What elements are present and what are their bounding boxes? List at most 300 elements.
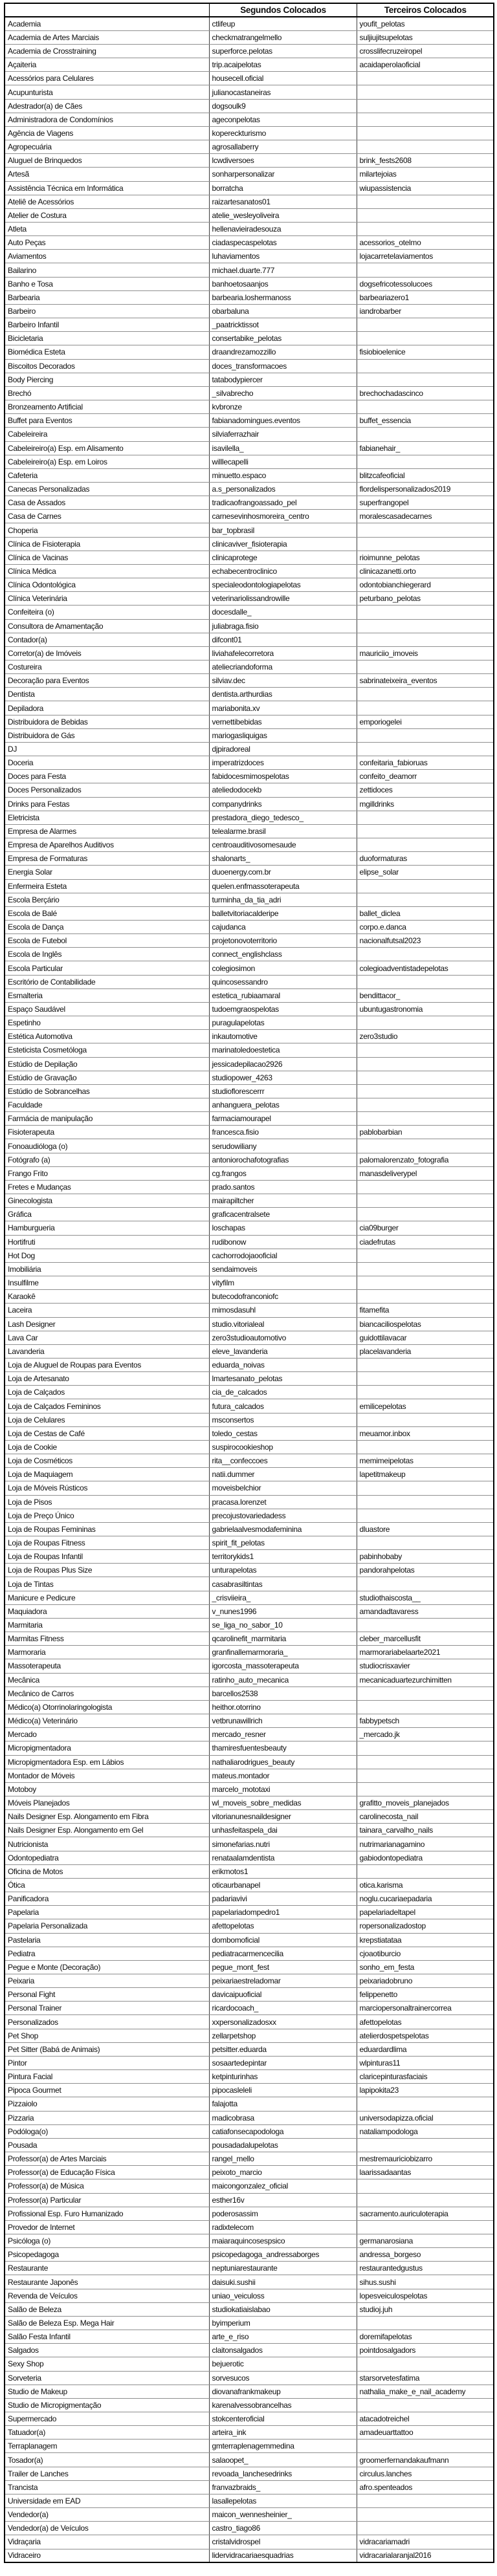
second-place-cell: petsitter.eduarda — [209, 2042, 357, 2056]
table-row — [5, 1317, 494, 1331]
third-place-cell — [357, 126, 494, 140]
third-place-cell — [357, 1864, 494, 1878]
table-row — [5, 1440, 494, 1454]
second-place-cell: mercado_resner — [209, 1728, 357, 1741]
category-cell: Aluguel de Brinquedos — [5, 154, 209, 168]
table-row — [5, 1399, 494, 1413]
table-row — [5, 2152, 494, 2166]
category-cell: Clínica Médica — [5, 564, 209, 578]
table-row — [5, 1372, 494, 1386]
second-place-cell: sonharpersonalizar — [209, 168, 357, 181]
second-place-cell: suspirocookieshop — [209, 1440, 357, 1454]
category-cell: Decoração para Eventos — [5, 674, 209, 688]
third-place-cell — [357, 1098, 494, 1112]
table-row — [5, 2535, 494, 2549]
category-cell: Assistência Técnica em Informática — [5, 181, 209, 195]
category-cell: Loja de Cosméticos — [5, 1454, 209, 1468]
category-cell: Espetinho — [5, 1016, 209, 1030]
third-place-cell: lojacarretelaviamentos — [357, 250, 494, 263]
third-place-cell — [357, 1741, 494, 1755]
second-place-cell: draandrezamozzillo — [209, 345, 357, 359]
third-place-cell: pabinhobaby — [357, 1550, 494, 1564]
category-cell: Mecânica — [5, 1673, 209, 1686]
third-place-cell: mecanicaduartezurchimitten — [357, 1673, 494, 1686]
third-place-cell: wiupassistencia — [357, 181, 494, 195]
category-cell: Dentista — [5, 688, 209, 701]
category-cell: Artesã — [5, 168, 209, 181]
category-cell: Loja de Tintas — [5, 1577, 209, 1591]
table-row — [5, 1960, 494, 1974]
third-place-cell: placelavanderia — [357, 1344, 494, 1358]
table-row — [5, 140, 494, 154]
table-row — [5, 1358, 494, 1371]
table-row — [5, 1892, 494, 1906]
category-cell: Loja de Móveis Rústicos — [5, 1481, 209, 1495]
category-cell: Profissional Esp. Furo Humanizado — [5, 2207, 209, 2220]
third-place-cell: doremifapelotas — [357, 2330, 494, 2344]
category-cell: Marmitas Fitness — [5, 1632, 209, 1646]
third-place-cell: pointdosalgadors — [357, 2344, 494, 2357]
table-row — [5, 1386, 494, 1399]
third-place-cell: corpo.e.danca — [357, 920, 494, 933]
second-place-cell: fabianadomingues.eventos — [209, 414, 357, 428]
second-place-cell: studio.vitorialeal — [209, 1317, 357, 1331]
table-row — [5, 414, 494, 428]
second-place-cell: shalonarts_ — [209, 852, 357, 866]
category-cell: Psicopedagoga — [5, 2248, 209, 2262]
second-place-cell: rangel_mello — [209, 2152, 357, 2166]
second-place-cell: clinicaprotege — [209, 551, 357, 564]
category-cell: Cafeteria — [5, 468, 209, 482]
category-cell: Esteticista Cosmetóloga — [5, 1043, 209, 1057]
second-place-cell: _crisviieira_ — [209, 1591, 357, 1604]
second-place-cell: mairapiltcher — [209, 1194, 357, 1208]
category-cell: Aviamentos — [5, 250, 209, 263]
category-cell: Laceira — [5, 1304, 209, 1317]
second-place-cell: granfinallemarmoraria_ — [209, 1646, 357, 1659]
second-place-cell: quincosessandro — [209, 975, 357, 988]
second-place-cell: ketpinturinhas — [209, 2070, 357, 2084]
second-place-cell: cia_de_calcados — [209, 1386, 357, 1399]
table-row — [5, 1618, 494, 1632]
table-row — [5, 2084, 494, 2097]
table-row — [5, 838, 494, 852]
second-place-cell: igorcosta_massoterapeuta — [209, 1659, 357, 1673]
third-place-cell — [357, 72, 494, 85]
second-place-cell: loschapas — [209, 1221, 357, 1235]
category-cell: Médico(a) Veterinário — [5, 1714, 209, 1728]
third-place-cell: biancaciliospelotas — [357, 1317, 494, 1331]
third-place-cell — [357, 1372, 494, 1386]
second-place-cell: duoenergy.com.br — [209, 866, 357, 879]
second-place-cell: eleve_lavanderia — [209, 1344, 357, 1358]
third-place-cell — [357, 140, 494, 154]
table-row — [5, 2330, 494, 2344]
second-place-cell: lasallepelotas — [209, 2494, 357, 2507]
third-place-cell — [357, 701, 494, 715]
category-cell: Casa de Carnes — [5, 510, 209, 523]
table-row — [5, 2234, 494, 2247]
second-place-cell: agrosallaberry — [209, 140, 357, 154]
table-row — [5, 250, 494, 263]
table-row — [5, 195, 494, 208]
third-place-cell: laarissadaantas — [357, 2166, 494, 2179]
table-row — [5, 1454, 494, 1468]
table-row — [5, 1851, 494, 1864]
third-place-cell: cjoaotiburcio — [357, 1947, 494, 1960]
table-row — [5, 496, 494, 510]
third-place-cell: nacionalfutsal2023 — [357, 934, 494, 948]
table-row — [5, 1919, 494, 1933]
category-cell: Biomédica Esteta — [5, 345, 209, 359]
category-cell: Imobiliária — [5, 1262, 209, 1276]
table-row — [5, 619, 494, 633]
third-place-cell: mgilldrinks — [357, 797, 494, 811]
category-cell: Micropigmentadora — [5, 1741, 209, 1755]
third-place-cell: moralescasadecarnes — [357, 510, 494, 523]
table-row — [5, 2440, 494, 2453]
second-place-cell: padariavivi — [209, 1892, 357, 1906]
second-place-cell: renataalamdentista — [209, 1851, 357, 1864]
table-row — [5, 1290, 494, 1304]
second-place-cell: farmaciamourapel — [209, 1112, 357, 1126]
third-place-cell — [357, 1194, 494, 1208]
second-place-cell: prado.santos — [209, 1180, 357, 1194]
second-place-cell: juliabraga.fisio — [209, 619, 357, 633]
third-place-cell — [357, 318, 494, 332]
table-row — [5, 2453, 494, 2467]
third-place-cell: fabianehair_ — [357, 441, 494, 455]
second-place-cell: isavilella_ — [209, 441, 357, 455]
second-place-cell: rudibonow — [209, 1235, 357, 1249]
table-row — [5, 866, 494, 879]
second-place-cell: turminha_da_tia_adri — [209, 893, 357, 906]
second-place-cell: erikmotos1 — [209, 1864, 357, 1878]
second-place-cell: kvbronze — [209, 400, 357, 414]
category-cell: Doceria — [5, 756, 209, 770]
table-row — [5, 1426, 494, 1440]
table-row — [5, 1741, 494, 1755]
second-place-cell: studiopower_4263 — [209, 1071, 357, 1084]
second-place-cell: ageconpelotas — [209, 113, 357, 126]
second-place-cell: julianocastaneiras — [209, 85, 357, 99]
second-place-cell: papelariadompedro1 — [209, 1906, 357, 1919]
third-place-cell: ballet_diclea — [357, 906, 494, 920]
third-place-cell — [357, 263, 494, 277]
second-place-cell: stokcenteroficial — [209, 2412, 357, 2426]
table-row — [5, 1016, 494, 1030]
second-place-cell: docesdalle_ — [209, 606, 357, 619]
second-place-cell: dentista.arthurdias — [209, 688, 357, 701]
category-cell: Pipoca Gourmet — [5, 2084, 209, 2097]
second-place-cell: barbearia.loshermanoss — [209, 290, 357, 304]
third-place-cell — [357, 948, 494, 961]
third-place-cell — [357, 1262, 494, 1276]
second-place-cell: maicongonzalez_oficial — [209, 2179, 357, 2193]
category-cell: Vendedor(a) — [5, 2508, 209, 2522]
second-place-cell: _paatricktissot — [209, 318, 357, 332]
category-cell: Trailer de Lanches — [5, 2467, 209, 2480]
table-row — [5, 1413, 494, 1426]
second-place-cell: colegiosimon — [209, 961, 357, 975]
category-cell: Biscoitos Decorados — [5, 359, 209, 373]
third-place-cell — [357, 1276, 494, 1290]
third-place-cell: atelierdospetspelotas — [357, 2029, 494, 2042]
category-cell: Papelaria Personalizada — [5, 1919, 209, 1933]
table-row — [5, 1057, 494, 1071]
table-row — [5, 1700, 494, 1714]
table-row — [5, 742, 494, 756]
second-place-cell: eduarda_noivas — [209, 1358, 357, 1371]
third-place-cell: acessorios_otelmo — [357, 236, 494, 250]
table-row — [5, 1796, 494, 1809]
third-place-cell: barbeariazero1 — [357, 290, 494, 304]
third-place-cell: brechochadascinco — [357, 386, 494, 400]
third-place-cell: odontobianchiegerard — [357, 578, 494, 592]
table-row — [5, 1098, 494, 1112]
third-place-cell — [357, 893, 494, 906]
table-row — [5, 2302, 494, 2316]
third-place-cell: memimeipelotas — [357, 1454, 494, 1468]
category-cell: Pet Sitter (Babá de Animais) — [5, 2042, 209, 2056]
category-cell: Lava Car — [5, 1331, 209, 1344]
third-place-cell: fitamefita — [357, 1304, 494, 1317]
third-place-cell — [357, 1057, 494, 1071]
category-cell: Buffet para Eventos — [5, 414, 209, 428]
category-cell: Móveis Planejados — [5, 1796, 209, 1809]
third-place-cell: starsorvetesfatima — [357, 2371, 494, 2385]
category-cell: Hamburgueria — [5, 1221, 209, 1235]
category-cell: Barbeiro — [5, 304, 209, 318]
third-place-cell: rioimunne_pelotas — [357, 551, 494, 564]
second-place-cell: butecodofranconiofc — [209, 1290, 357, 1304]
table-row — [5, 2124, 494, 2138]
second-place-cell: veterinariolissandrowille — [209, 592, 357, 606]
second-place-cell: superforce.pelotas — [209, 44, 357, 58]
category-cell: Contador(a) — [5, 633, 209, 646]
category-cell: Nails Designer Esp. Alongamento em Gel — [5, 1824, 209, 1837]
second-place-cell: unhasfeitaspela_dai — [209, 1824, 357, 1837]
table-row — [5, 797, 494, 811]
second-place-cell: prestadora_diego_tedesco_ — [209, 811, 357, 824]
table-row — [5, 113, 494, 126]
second-place-cell: heithor.otorrino — [209, 1700, 357, 1714]
table-row — [5, 920, 494, 933]
category-cell: Marmoraria — [5, 1646, 209, 1659]
second-place-cell: liviahafelecorretora — [209, 646, 357, 660]
third-place-cell — [357, 85, 494, 99]
second-place-cell: silviav.dec — [209, 674, 357, 688]
table-row — [5, 1714, 494, 1728]
second-place-cell: zero3studioautomotivo — [209, 1331, 357, 1344]
category-cell: Sorveteria — [5, 2371, 209, 2385]
third-place-cell — [357, 1290, 494, 1304]
category-cell: Nutricionista — [5, 1837, 209, 1851]
category-cell: Hortifruti — [5, 1235, 209, 1249]
category-cell: Professor(a) de Música — [5, 2179, 209, 2193]
third-place-cell: clinicazanetti.orto — [357, 564, 494, 578]
header-row — [5, 3, 494, 17]
second-place-cell: puragulapelotas — [209, 1016, 357, 1030]
second-place-cell: anhanguera_pelotas — [209, 1098, 357, 1112]
third-place-cell — [357, 633, 494, 646]
category-cell: Loja de Roupas Femininas — [5, 1522, 209, 1536]
third-place-cell — [357, 1755, 494, 1769]
table-row — [5, 2097, 494, 2111]
second-place-cell: bar_topbrasil — [209, 523, 357, 537]
table-row — [5, 2262, 494, 2275]
category-cell: Drinks para Festas — [5, 797, 209, 811]
second-place-cell: pipocasleleli — [209, 2084, 357, 2097]
category-cell: Enfermeira Esteta — [5, 879, 209, 893]
table-row — [5, 2056, 494, 2069]
second-place-cell: jessicadepilacao2926 — [209, 1057, 357, 1071]
table-row — [5, 701, 494, 715]
table-row — [5, 537, 494, 551]
category-cell: Barbearia — [5, 290, 209, 304]
second-place-cell: inkautomotive — [209, 1030, 357, 1043]
table-row — [5, 1933, 494, 1947]
third-place-cell: otica.karisma — [357, 1878, 494, 1892]
third-place-cell — [357, 195, 494, 208]
second-place-cell: peixariaestreladomar — [209, 1974, 357, 1988]
category-cell: Massoterapeuta — [5, 1659, 209, 1673]
third-place-cell: carolinecosta_nail — [357, 1810, 494, 1824]
third-place-cell: elipse_solar — [357, 866, 494, 879]
category-cell: Vidraçaria — [5, 2535, 209, 2549]
second-place-cell: kopereckturismo — [209, 126, 357, 140]
second-place-cell: minuetto.espaco — [209, 468, 357, 482]
third-place-cell — [357, 824, 494, 838]
table-row — [5, 1468, 494, 1481]
category-cell: Restaurante — [5, 2262, 209, 2275]
table-row — [5, 1043, 494, 1057]
category-cell: Salão de Beleza Esp. Mega Hair — [5, 2316, 209, 2330]
third-place-cell — [357, 1769, 494, 1782]
table-row — [5, 1166, 494, 1180]
table-row — [5, 1878, 494, 1892]
third-place-cell — [357, 359, 494, 373]
third-place-cell: eduardardlima — [357, 2042, 494, 2056]
table-row — [5, 2480, 494, 2494]
third-place-cell: restaurantedgustus — [357, 2262, 494, 2275]
third-place-cell — [357, 688, 494, 701]
second-place-cell: graficacentralsete — [209, 1208, 357, 1221]
third-place-cell: pandorahpelotas — [357, 1564, 494, 1577]
table-row — [5, 2494, 494, 2507]
third-place-cell — [357, 1139, 494, 1153]
table-row — [5, 646, 494, 660]
table-row — [5, 277, 494, 290]
third-place-cell — [357, 537, 494, 551]
table-row — [5, 1591, 494, 1604]
second-place-cell: mimosdasuhl — [209, 1304, 357, 1317]
second-place-cell: revoada_lanchesedrinks — [209, 2467, 357, 2480]
second-place-cell: territorykids1 — [209, 1550, 357, 1564]
second-place-cell: pousadadalupelotas — [209, 2138, 357, 2152]
category-cell: DJ — [5, 742, 209, 756]
second-place-cell: sendaimoveis — [209, 1262, 357, 1276]
second-place-cell: ratinho_auto_mecanica — [209, 1673, 357, 1686]
third-place-cell — [357, 208, 494, 222]
category-cell: Banho e Tosa — [5, 277, 209, 290]
category-cell: Salão Festa Infantil — [5, 2330, 209, 2344]
third-place-cell — [357, 2508, 494, 2522]
second-place-cell: catiafonsecapodologa — [209, 2124, 357, 2138]
category-cell: Karaokê — [5, 1290, 209, 1304]
table-row — [5, 2316, 494, 2330]
category-cell: Tosador(a) — [5, 2453, 209, 2467]
table-row — [5, 1249, 494, 1262]
category-column-header — [5, 3, 209, 17]
third-place-cell — [357, 1481, 494, 1495]
second-place-cell: serudowiliany — [209, 1139, 357, 1153]
table-row — [5, 304, 494, 318]
second-place-cell: antoniorochafotografias — [209, 1153, 357, 1166]
table-row — [5, 551, 494, 564]
table-row — [5, 852, 494, 866]
third-place-cell: acaidaperolaoficial — [357, 58, 494, 72]
second-place-cell: mateus.montador — [209, 1769, 357, 1782]
second-place-cell: ciadaspecaspelotas — [209, 236, 357, 250]
third-place-cell — [357, 1440, 494, 1454]
table-row — [5, 1194, 494, 1208]
third-place-cell: afro.spenteados — [357, 2480, 494, 2494]
third-place-cell: sacramento.auriculoterapia — [357, 2207, 494, 2220]
third-place-cell — [357, 1495, 494, 1509]
second-place-cell: bejuerotic — [209, 2357, 357, 2371]
third-place-cell: vidracarialaranjal2016 — [357, 2549, 494, 2562]
second-place-cell: hellenavieiradesouza — [209, 223, 357, 236]
category-cell: Montador de Móveis — [5, 1769, 209, 1782]
second-place-cell: banhoetosaanjos — [209, 277, 357, 290]
second-place-cell: difcont01 — [209, 633, 357, 646]
table-row — [5, 906, 494, 920]
table-row — [5, 1604, 494, 1618]
second-place-cell: maicon_wennesheinier_ — [209, 2508, 357, 2522]
table-row — [5, 2015, 494, 2029]
second-place-cell: quelen.enfmassoterapeuta — [209, 879, 357, 893]
category-cell: Loja de Artesanato — [5, 1372, 209, 1386]
second-place-cell: rita__confeccoes — [209, 1454, 357, 1468]
second-place-cell: gmterraplenagemmedina — [209, 2440, 357, 2453]
category-cell: Panificadora — [5, 1892, 209, 1906]
category-cell: Loja de Roupas Infantil — [5, 1550, 209, 1564]
category-cell: Psicóloga (o) — [5, 2234, 209, 2247]
category-cell: Bronzeamento Artificial — [5, 400, 209, 414]
second-place-cell: clinicaviver_fisioterapia — [209, 537, 357, 551]
third-place-cell — [357, 1577, 494, 1591]
table-row — [5, 1906, 494, 1919]
table-row — [5, 564, 494, 578]
category-cell: Espaço Saudável — [5, 1002, 209, 1016]
category-cell: Brechó — [5, 386, 209, 400]
table-row — [5, 332, 494, 345]
third-place-cell: crosslifecruzeiropel — [357, 44, 494, 58]
third-place-cell — [357, 1358, 494, 1371]
third-place-column-header: Terceiros Colocados — [357, 3, 494, 17]
third-place-cell — [357, 742, 494, 756]
category-cell: Distribuidora de Gás — [5, 728, 209, 742]
third-place-cell: dluastore — [357, 1522, 494, 1536]
second-place-cell: checkmatrangelmello — [209, 30, 357, 44]
table-row — [5, 1522, 494, 1536]
table-row — [5, 2166, 494, 2179]
third-place-cell: ropersonalizadostop — [357, 1919, 494, 1933]
second-place-cell: afettopelotas — [209, 1919, 357, 1933]
table-row — [5, 1304, 494, 1317]
table-row — [5, 934, 494, 948]
